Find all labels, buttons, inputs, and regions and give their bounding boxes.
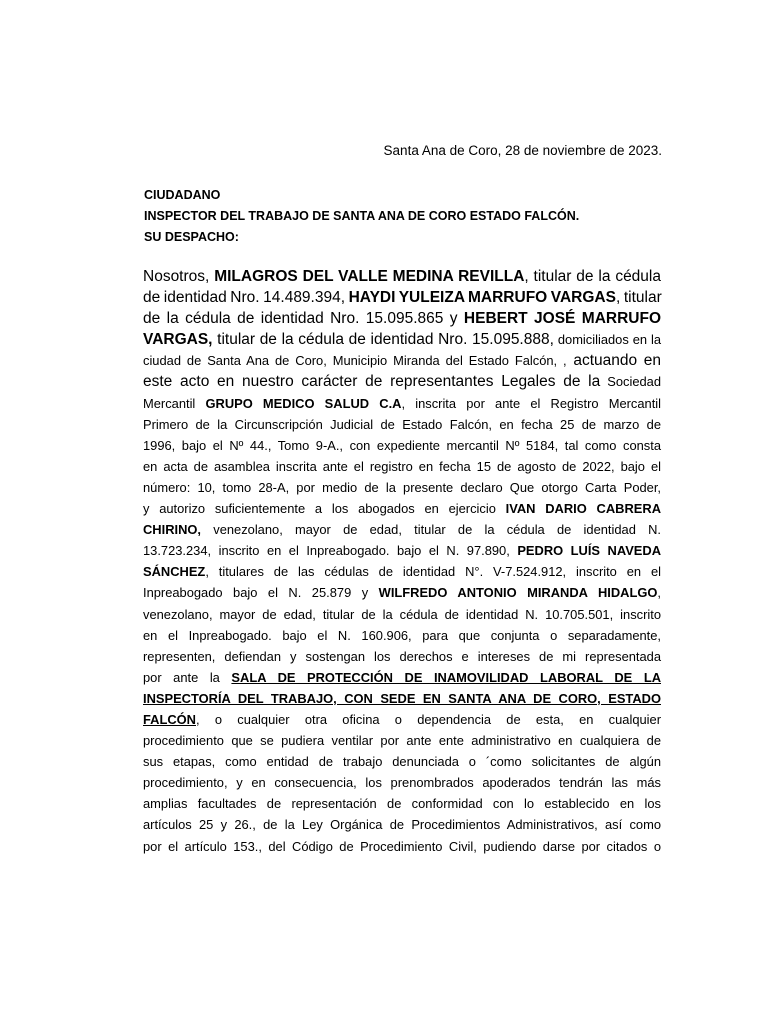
body-line: artículos 25 y 26., de la Ley Orgánica de Procedimientos Administrativos, así como xyxy=(143,817,661,833)
text: 13.723.234, inscrito en el Inpreabogado. bajo el N. 97.890, xyxy=(143,543,518,559)
body-line: Primero de la Circunscripción Judicial de Estado Falcón, en fecha 25 de marzo de xyxy=(143,416,661,432)
grantor-name-3a: HEBERT JOSÉ MARRUFO xyxy=(463,310,662,328)
body-line: número: 10, tomo 28-A, por medio de la presente declaro Que otorgo Carta Poder, xyxy=(143,479,661,495)
grantor-name-2: HAYDI YULEIZA MARRUFO VARGAS xyxy=(348,289,616,307)
body-line xyxy=(143,371,661,392)
text: , inscrita por ante el Registro Mercantil xyxy=(401,395,662,411)
text: Mercantil xyxy=(143,395,206,411)
body-line xyxy=(143,688,661,709)
addressee-line-2: INSPECTOR DEL TRABAJO DE SANTA ANA DE CORO ESTADO FALCÓN. xyxy=(144,209,580,223)
lawyer-name-2a: PEDRO LUÍS NAVEDA xyxy=(517,543,662,559)
body-line: 1996, bajo el Nº 44., Tomo 9-A., con expediente mercantil Nº 5184, tal como consta xyxy=(143,437,661,453)
lawyer-name-2b: SÁNCHEZ xyxy=(143,564,206,580)
addressee-line-3: SU DESPACHO: xyxy=(144,230,239,244)
body-line xyxy=(143,540,661,561)
institution-name-2: INSPECTORÍA DEL TRABAJO, CON SEDE EN SANTA ANA DE CORO, ESTADO xyxy=(143,690,661,706)
text: y autorizo suficientemente a los abogados en ejercicio xyxy=(143,501,506,517)
date-line: Santa Ana de Coro, 28 de noviembre de 2023. xyxy=(383,143,662,158)
body-line xyxy=(143,519,661,540)
text: venezolano, mayor de edad, titular de la cédula de identidad N. xyxy=(201,522,661,538)
body-line xyxy=(143,266,661,287)
text: Inpreabogado bajo el N. 25.879 y xyxy=(143,585,379,601)
body-line xyxy=(143,350,661,371)
body-line: en el Inpreabogado. bajo el N. 160.906, para que conjunta o separadamente, xyxy=(143,627,661,643)
text: , titular de la cédula xyxy=(524,268,661,285)
addressee-block xyxy=(144,185,579,248)
text: de la cédula de identidad Nro. 15.095.865 y xyxy=(143,310,464,328)
body-line xyxy=(143,582,661,603)
institution-name-1: SALA DE PROTECCIÓN DE INAMOVILIDAD LABORAL DE LA xyxy=(231,669,661,685)
text: este acto en nuestro carácter de representantes Legales de la xyxy=(143,373,601,391)
text: Sociedad xyxy=(600,374,661,390)
body-line xyxy=(143,667,661,688)
text: domiciliados en la xyxy=(553,332,662,348)
body-line: sus etapas, como entidad de trabajo denunciada o ´como solicitantes de algún xyxy=(143,754,661,770)
grantor-name-1: MILAGROS DEL VALLE MEDINA REVILLA xyxy=(214,268,525,285)
body-line xyxy=(143,287,661,308)
text: , titulares de las cédulas de identidad N°. V-7.524.912, inscrito en el xyxy=(205,564,661,580)
body-line: procedimiento, y en consecuencia, los prenombrados apoderados tendrán las más xyxy=(143,775,661,791)
body-line xyxy=(143,393,661,414)
lawyer-name-3: WILFREDO ANTONIO MIRANDA HIDALGO xyxy=(378,585,658,601)
body-paragraph xyxy=(143,266,661,857)
lawyer-name-1a: IVAN DARIO CABRERA xyxy=(505,501,662,517)
body-line: amplias facultades de representación de conformidad con lo establecido en los xyxy=(143,796,661,812)
body-line xyxy=(143,709,661,730)
text: , o cualquier otra oficina o dependencia de esta, en cualquier xyxy=(196,711,661,727)
body-line xyxy=(143,308,661,329)
text: actuando en xyxy=(566,352,662,370)
text: Nosotros, xyxy=(143,268,210,285)
text: ciudad de Santa Ana de Coro, Municipio Miranda del Estado Falcón, , xyxy=(143,353,567,369)
body-line xyxy=(143,498,661,519)
body-line: en acta de asamblea inscrita ante el registro en fecha 15 de agosto de 2022, bajo el xyxy=(143,458,661,474)
body-line: procedimiento que se pudiera ventilar por ante ente administrativo en cualquiera de xyxy=(143,733,661,749)
text: por ante la xyxy=(143,669,232,685)
body-line: venezolano, mayor de edad, titular de la cédula de identidad N. 10.705.501, inscrito xyxy=(143,606,661,622)
text: , xyxy=(657,585,661,601)
institution-name-3: FALCÓN xyxy=(143,711,196,727)
body-line: representen, defiendan y sostengan los derechos e intereses de mi representada xyxy=(143,648,661,664)
company-name: GRUPO MEDICO SALUD C.A xyxy=(205,395,402,411)
body-line xyxy=(143,561,661,582)
text: , titular xyxy=(615,289,662,307)
text: de identidad Nro. 14.489.394, xyxy=(143,289,349,307)
addressee-line-1: CIUDADANO xyxy=(144,188,221,202)
body-line xyxy=(143,329,661,350)
grantor-name-3b: VARGAS, xyxy=(143,331,213,349)
lawyer-name-1b: CHIRINO, xyxy=(143,522,202,538)
text: titular de la cédula de identidad Nro. 15.095.888, xyxy=(212,331,554,349)
body-line: por el artículo 153., del Código de Procedimiento Civil, pudiendo darse por citados o xyxy=(143,838,661,854)
